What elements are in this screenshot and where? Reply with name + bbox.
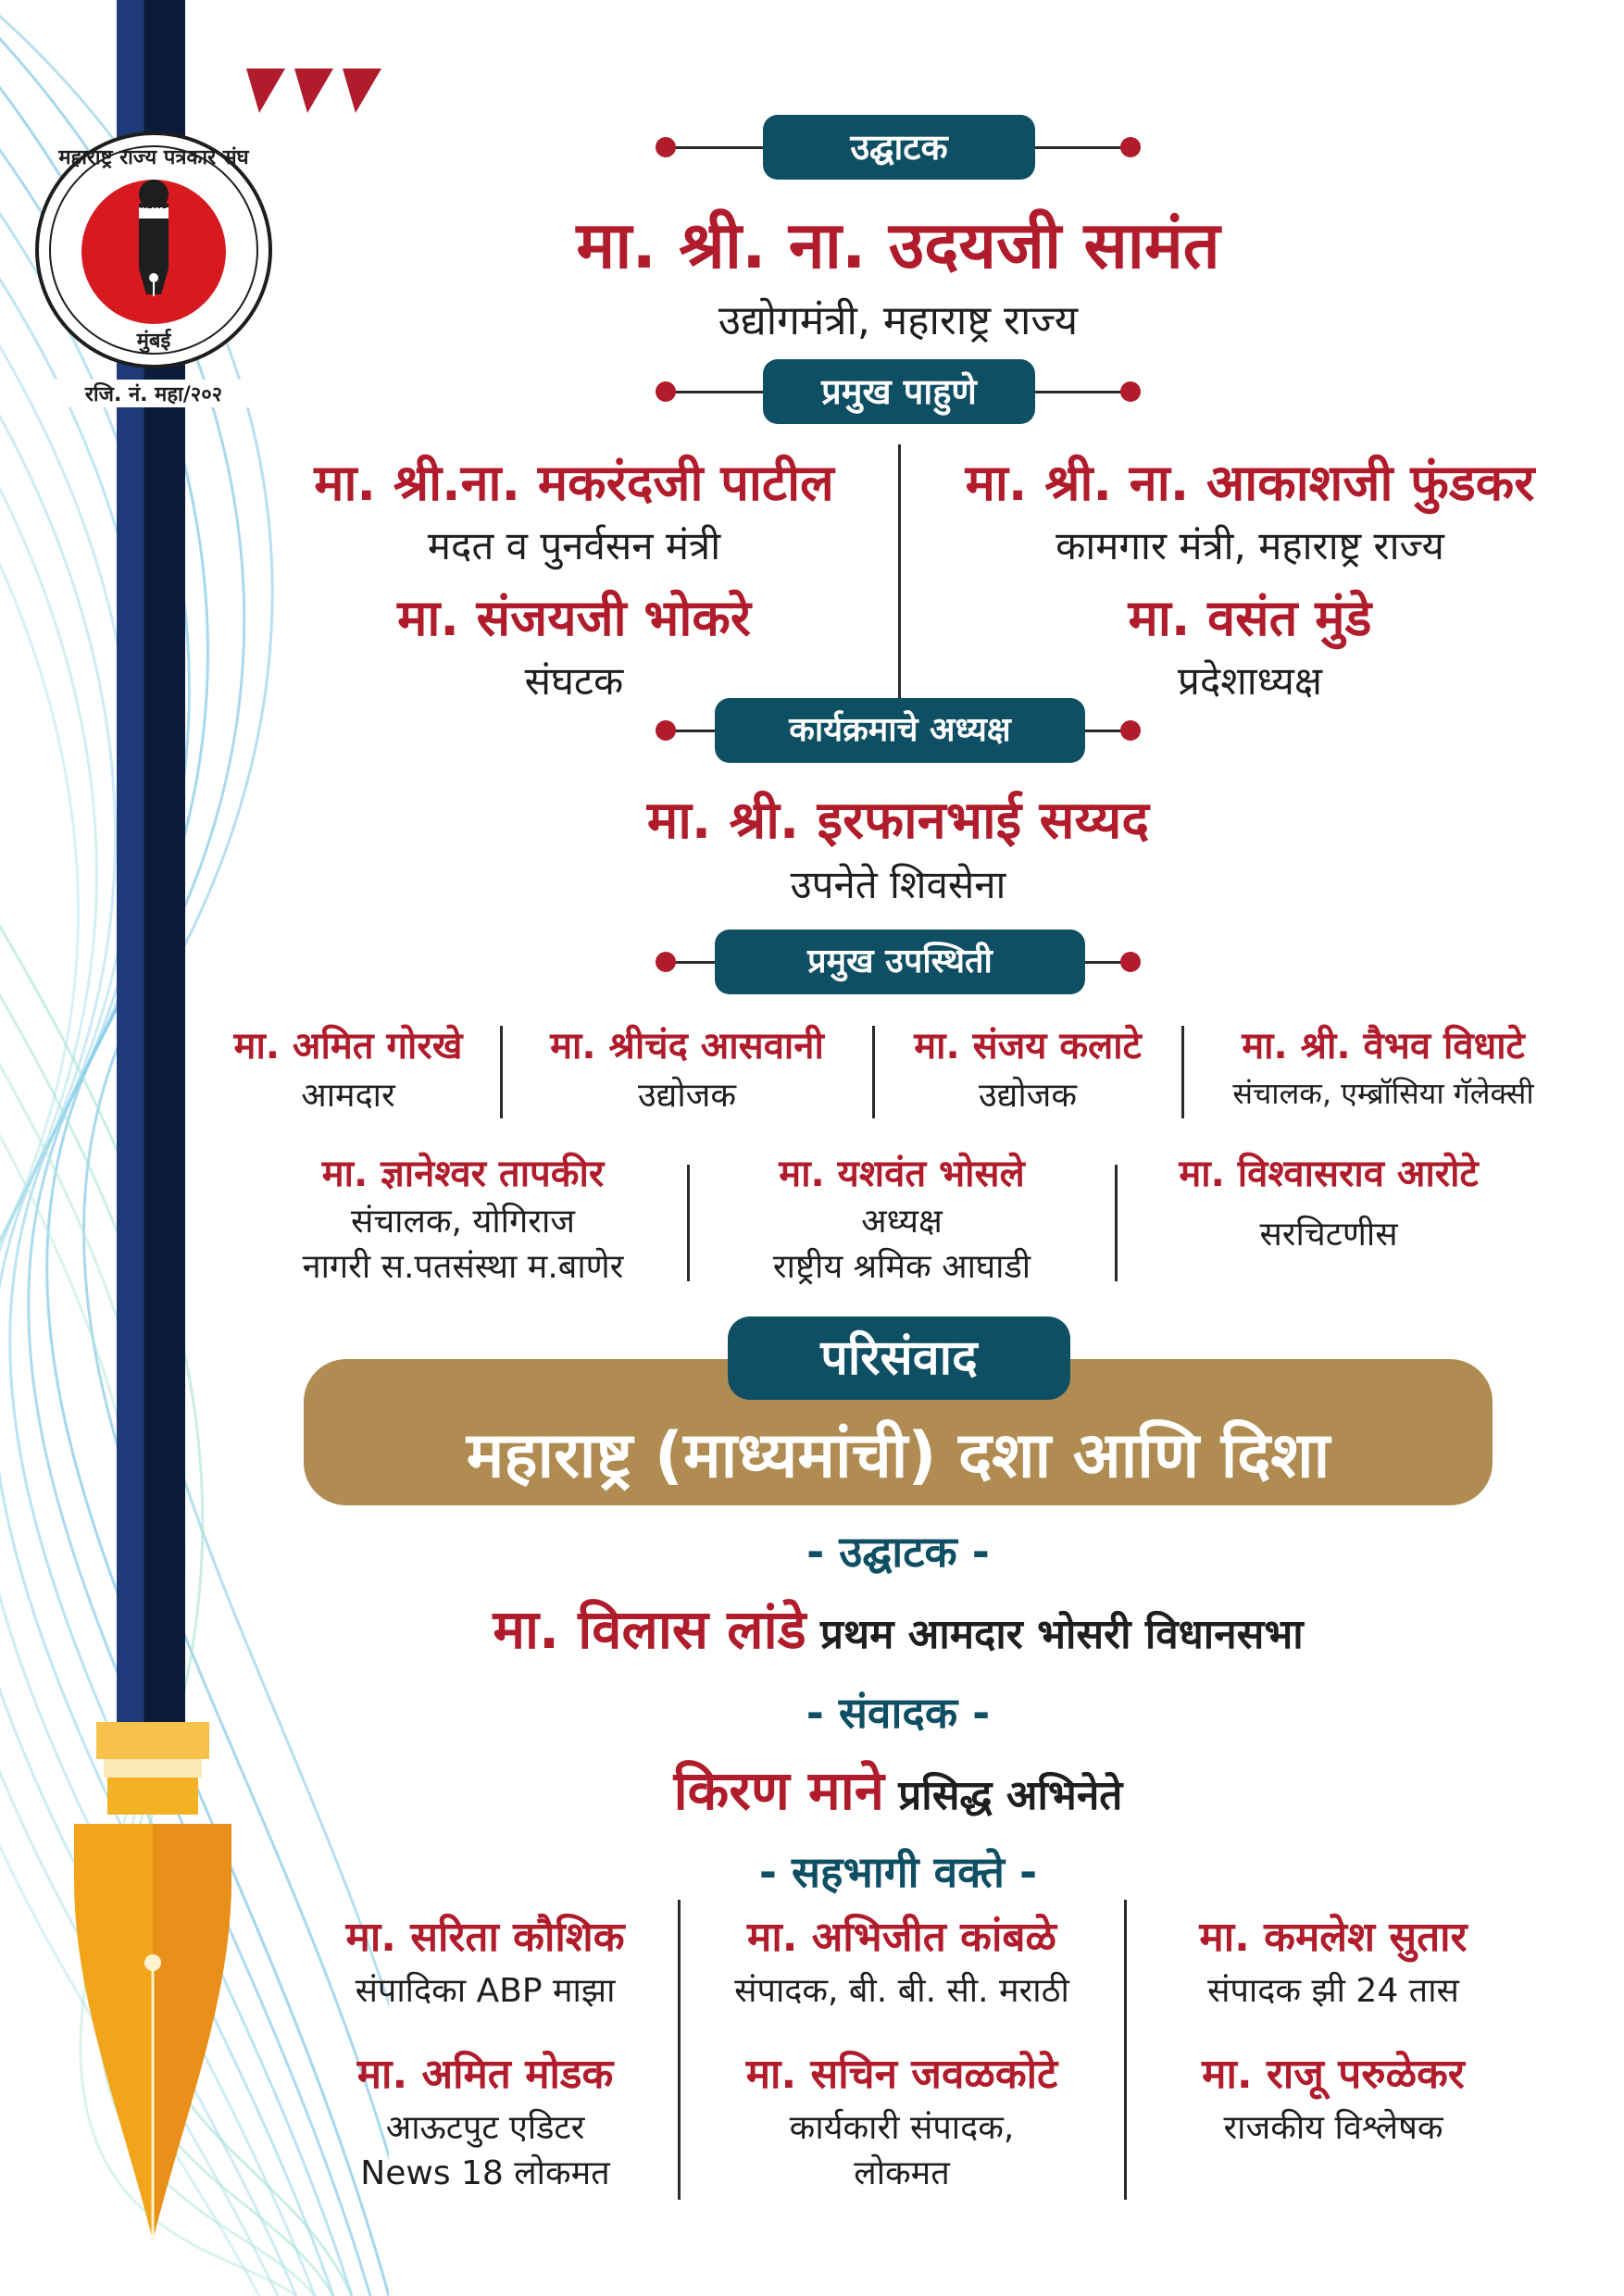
speaker-designation: राजकीय विश्लेषक [1223, 2109, 1443, 2147]
guest-name: मा. श्री. ना. आकाशजी फुंडकर [965, 454, 1535, 512]
speaker-designation: संपादक झी 24 तास [1207, 1972, 1459, 2010]
guest-designation: संघटक [524, 658, 624, 704]
speaker-designation: संपादक, बी. बी. सी. मराठी [734, 1972, 1069, 2010]
chief-guest-left-2 [269, 581, 880, 706]
attendee-designation: संचालक, एम्ब्रॉसिया गॅलेक्सी [1232, 1076, 1534, 1111]
attendee-name: मा. अमित गोरखे [233, 1025, 463, 1067]
attendee-designation: नागरी स.पतसंस्था म.बाणेर [302, 1248, 624, 1286]
attendee-5 [243, 1146, 683, 1288]
chief-guest-left-1 [269, 446, 880, 571]
chief-guest-right-1 [917, 446, 1583, 571]
guest-designation: प्रदेशाध्यक्ष [1178, 658, 1322, 704]
attendee-name: मा. यशवंत भोसले [779, 1153, 1025, 1195]
vertical-separator [687, 1165, 690, 1281]
logo-city: मुंबई [136, 330, 171, 353]
seminar-title: महाराष्ट्र (माध्यमांची) दशा आणि दिशा [466, 1419, 1330, 1492]
inaugurator-designation: उद्योगमंत्री, महाराष्ट्र राज्य [718, 297, 1079, 344]
attendee-4 [1187, 1018, 1580, 1113]
bullet-dot [656, 137, 676, 157]
attendee-2 [506, 1018, 868, 1117]
speakers-label: - सहभागी वक्ते - [758, 1847, 1038, 1897]
speaker-name: मा. सरिता कौशिक [345, 1914, 625, 1961]
attendee-6 [693, 1146, 1111, 1288]
vertical-separator [500, 1026, 503, 1118]
attendee-designation: आमदार [301, 1077, 395, 1115]
attendee-designation: अध्यक्ष [861, 1203, 943, 1241]
seminar-inaugurator-desc: प्रथम आमदार भोसरी विधानसभा [806, 1611, 1304, 1658]
inaugurator-name: मा. श्री. ना. उदयजी सामंत [576, 207, 1220, 283]
attendee-name: मा. श्री. वैभव विधाटे [1242, 1025, 1525, 1067]
moderator-line [278, 1752, 1518, 1825]
chief-guests-label-pill: प्रमुख पाहुणे [763, 359, 1035, 424]
attendee-designation: संचालक, योगिराज [350, 1203, 576, 1241]
speaker-designation: लोकमत [854, 2154, 950, 2192]
guest-name: मा. संजयजी भोकरे [397, 589, 751, 647]
vertical-separator [1124, 1900, 1127, 2200]
seminar-inaugurator-line [278, 1591, 1518, 1664]
speaker-designation: News 18 लोकमत [360, 2154, 610, 2192]
logo-arc-text: महाराष्ट्र राज्य पत्रकार संघ [58, 146, 249, 169]
attendee-designation: उद्योजक [978, 1077, 1078, 1115]
speaker-designation: कार्यकारी संपादक, [789, 2109, 1015, 2147]
bullet-dot [1120, 137, 1141, 157]
seminar-label-pill: परिसंवाद [728, 1316, 1070, 1400]
president-designation: उपनेते शिवसेना [790, 862, 1006, 907]
speaker-name: मा. कमलेश सुतार [1199, 1914, 1468, 1961]
president-name: मा. श्री. इरफानभाई सय्यद [646, 791, 1150, 851]
guest-designation: कामगार मंत्री, महाराष्ट्र राज्य [1056, 523, 1444, 568]
guest-name: मा. श्री.ना. मकरंदजी पाटील [314, 454, 834, 512]
vertical-separator [872, 1026, 875, 1118]
president-label-pill: कार्यक्रमाचे अध्यक्ष [715, 698, 1085, 763]
logo-registration: रजि. नं. महा/२०२ [44, 380, 263, 407]
guest-designation: मदत व पुनर्वसन मंत्री [427, 523, 721, 568]
inaugurator-label-pill: उद्घाटक [763, 115, 1035, 180]
speaker-2 [683, 1907, 1120, 2012]
attendee-name: मा. श्रीचंद आसवानी [550, 1025, 824, 1067]
bullet-dot [656, 381, 676, 402]
triangle-markers-decoration [246, 69, 385, 115]
attendee-name: मा. विश्वासराव आरोटे [1179, 1153, 1479, 1195]
speaker-4 [296, 2044, 674, 2194]
moderator-desc: प्रसिद्ध अभिनेते [883, 1772, 1123, 1819]
attendee-3 [878, 1018, 1178, 1117]
bullet-dot [1120, 381, 1141, 402]
pen-nib-icon [56, 1722, 250, 2277]
attendee-7 [1120, 1146, 1537, 1255]
attendee-designation: उद्योजक [637, 1077, 737, 1115]
vertical-separator [898, 444, 901, 702]
speaker-designation: संपादिका ABP माझा [355, 1972, 616, 2010]
vertical-separator [1115, 1165, 1118, 1281]
moderator-name: किरण माने [673, 1759, 884, 1822]
seminar-inaugurator-label: - उद्घाटक - [806, 1527, 990, 1577]
speaker-name: मा. अभिजीत कांबळे [747, 1914, 1056, 1961]
bullet-dot [656, 952, 676, 972]
speaker-1 [296, 1907, 674, 2012]
speaker-5 [683, 2044, 1120, 2194]
attendee-1 [200, 1018, 496, 1117]
vertical-separator [1181, 1026, 1184, 1118]
attendee-designation: सरचिटणीस [1259, 1216, 1398, 1254]
speaker-name: मा. अमित मोडक [356, 2051, 614, 2098]
speaker-name: मा. राजू परुळेकर [1202, 2051, 1465, 2098]
speaker-designation: आऊटपुट एडिटर [385, 2109, 585, 2147]
attendee-name: मा. ज्ञानेश्वर तापकीर [321, 1153, 605, 1195]
attendee-name: मा. संजय कलाटे [914, 1025, 1142, 1067]
attendee-designation: राष्ट्रीय श्रमिक आघाडी [772, 1248, 1031, 1286]
bullet-dot [1120, 720, 1141, 741]
chief-guest-right-2 [917, 581, 1583, 706]
moderator-label: - संवादक - [806, 1688, 991, 1738]
bullet-dot [1120, 952, 1141, 972]
attendees-label-pill: प्रमुख उपस्थिती [715, 930, 1085, 994]
logo-mic-text: NEWS [139, 202, 169, 211]
vertical-separator [678, 1900, 681, 2200]
guest-name: मा. वसंत मुंडे [1128, 589, 1372, 647]
speaker-name: मा. सचिन जवळकोटे [745, 2051, 1058, 2098]
seminar-inaugurator-name: मा. विलास लांडे [493, 1598, 806, 1661]
speaker-6 [1130, 2044, 1537, 2149]
speaker-3 [1130, 1907, 1537, 2012]
bullet-dot [656, 720, 676, 741]
